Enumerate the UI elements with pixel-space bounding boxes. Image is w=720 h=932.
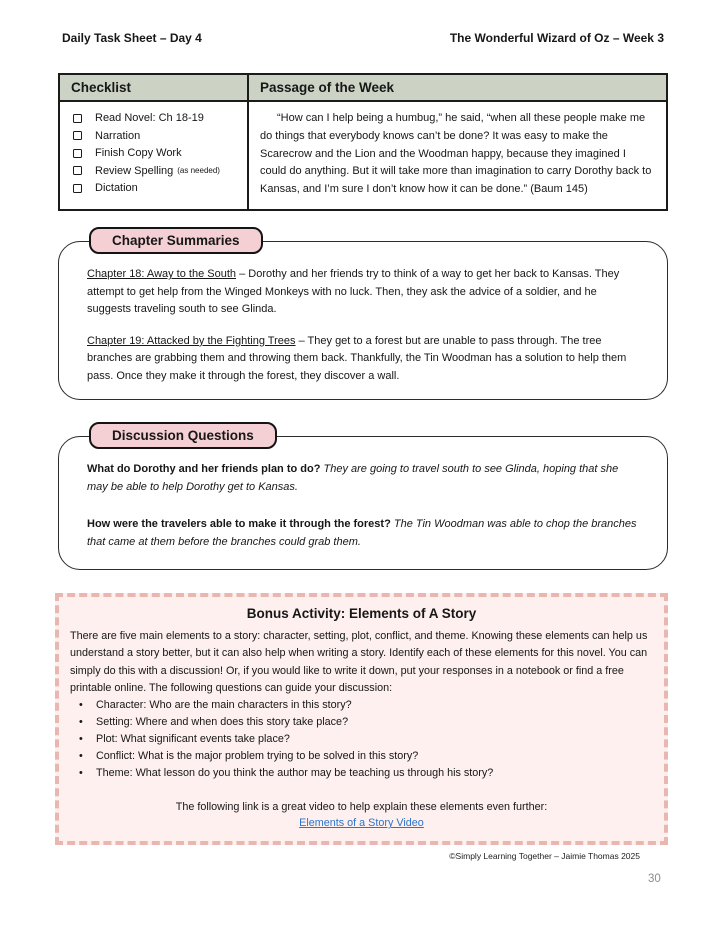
bullet-icon: •: [79, 699, 83, 712]
passage-cell: [249, 102, 666, 209]
bonus-bullet-text: Theme: What lesson do you think the author may be teaching us through his story?: [96, 767, 494, 780]
bonus-bullet-item: [70, 714, 653, 731]
bullet-icon: •: [79, 750, 83, 763]
doc-title-left: Daily Task Sheet – Day 4: [62, 31, 202, 45]
checklist-item-label: Read Novel: Ch 18-19: [95, 112, 204, 124]
chapter-summary-text: – Dorothy and her friends try to think of a way to get her back to Kansas. They attempt to get help from the Winged Monkeys with no luck. Then, they ask the advice of a soldier, and he suggests traveling south to see Glinda.: [87, 268, 620, 316]
chapter-summary: [87, 333, 639, 386]
chapter-summaries-content: [59, 242, 667, 386]
checklist-item-label: Finish Copy Work: [95, 147, 182, 159]
elements-video-link[interactable]: Elements of a Story Video: [299, 817, 424, 830]
discussion-questions-content: [59, 437, 667, 551]
bonus-bullet-item: [70, 748, 653, 765]
passage-text: “How can I help being a humbug,” he said, “when all these people make me do things that everybody knows can’t be done? It was easy to make the Scarecrow and the Lion and the Woodman happy, because they imagined I could do anything. But it will take more than imagination to carry Dorothy back to Kansas, and I’m sure I don’t know how it can be done.” (Baum 145): [260, 112, 652, 196]
bonus-link-intro: The following link is a great video to help explain these elements even further:: [175, 801, 548, 814]
bonus-bullet-text: Character: Who are the main characters in this story?: [96, 699, 352, 712]
bonus-bullet-item: [70, 765, 653, 782]
bonus-bullet-text: Plot: What significant events take place?: [96, 733, 290, 746]
bonus-bullet-item: [70, 697, 653, 714]
checklist-header: Checklist: [60, 75, 249, 100]
checklist-item: [73, 182, 234, 194]
bonus-activity-intro: There are five main elements to a story: character, setting, plot, conflict, and theme. Knowing these elements can help us understand a story better, but it can also help when writing a story. Identify each of these elements for this novel. You can simply do this with a discussion! Or, if you would like to write it down, put your responses in a notebook or find a free printable online. The following questions can guide your discussion:: [70, 630, 648, 694]
question-answer: [87, 516, 639, 551]
checklist-item: [73, 112, 234, 124]
answer-text: They are going to travel south to see Glinda, hoping that she may be able to help Dorothy get to Kansas.: [87, 463, 619, 493]
discussion-questions-tab: Discussion Questions: [89, 422, 277, 449]
task-table-header-row: [60, 75, 666, 102]
checklist-item: [73, 165, 234, 177]
bonus-link-block: [70, 799, 653, 831]
checkbox-icon: [73, 184, 82, 193]
question-answer: [87, 461, 639, 496]
checklist-item-label: Dictation: [95, 182, 138, 194]
doc-title-right: The Wonderful Wizard of Oz – Week 3: [449, 31, 664, 45]
checkbox-icon: [73, 131, 82, 140]
checkbox-icon: [73, 149, 82, 158]
chapter-summary-text: – They get to a forest but are unable to pass through. The tree branches are grabbing them and throwing them back. Thankfully, the Tin Woodman has a solution to help them pass. Once they make it through the forest, they discover a wall.: [87, 334, 627, 382]
bonus-activity-title: Bonus Activity: Elements of A Story: [246, 606, 477, 621]
bullet-icon: •: [79, 716, 83, 729]
bonus-bullet-item: [70, 731, 653, 748]
question-text: How were the travelers able to make it through the forest?: [87, 518, 391, 531]
chapter-summaries-section: [58, 233, 668, 400]
question-text: What do Dorothy and her friends plan to do?: [87, 463, 321, 475]
passage-header: Passage of the Week: [260, 80, 395, 95]
task-table-body-row: [60, 102, 666, 209]
checklist-item: [73, 147, 234, 159]
bonus-activity-section: [55, 593, 668, 845]
bullet-icon: •: [79, 767, 83, 780]
chapter-summary: [87, 266, 639, 319]
page-header: [62, 31, 664, 45]
copyright-line: ©Simply Learning Together – Jaimie Thomas 2025: [449, 851, 640, 861]
chapter-summary-title: Chapter 19: Attacked by the Fighting Trees: [87, 334, 296, 347]
chapter-summaries-tab: Chapter Summaries: [89, 227, 263, 254]
bonus-bullet-text: Conflict: What is the major problem trying to be solved in this story?: [96, 750, 419, 763]
checkbox-icon: [73, 114, 82, 123]
task-table: [58, 73, 668, 211]
answer-text: The Tin Woodman was able to chop the branches that came at them before the branches could grab them.: [87, 518, 637, 548]
page-number: 30: [648, 873, 661, 885]
bonus-bullet-text: Setting: Where and when does this story take place?: [96, 716, 349, 729]
checklist-item-note: (as needed): [177, 166, 220, 175]
checklist-cell: [60, 102, 249, 209]
checklist-item-label: Narration: [95, 129, 141, 142]
discussion-questions-section: [58, 428, 668, 570]
chapter-summary-title: Chapter 18: Away to the South: [87, 268, 237, 280]
checklist-item-label: Review Spelling: [95, 164, 174, 177]
checkbox-icon: [73, 166, 82, 175]
bullet-icon: •: [79, 733, 83, 746]
checklist-item: [73, 130, 234, 142]
